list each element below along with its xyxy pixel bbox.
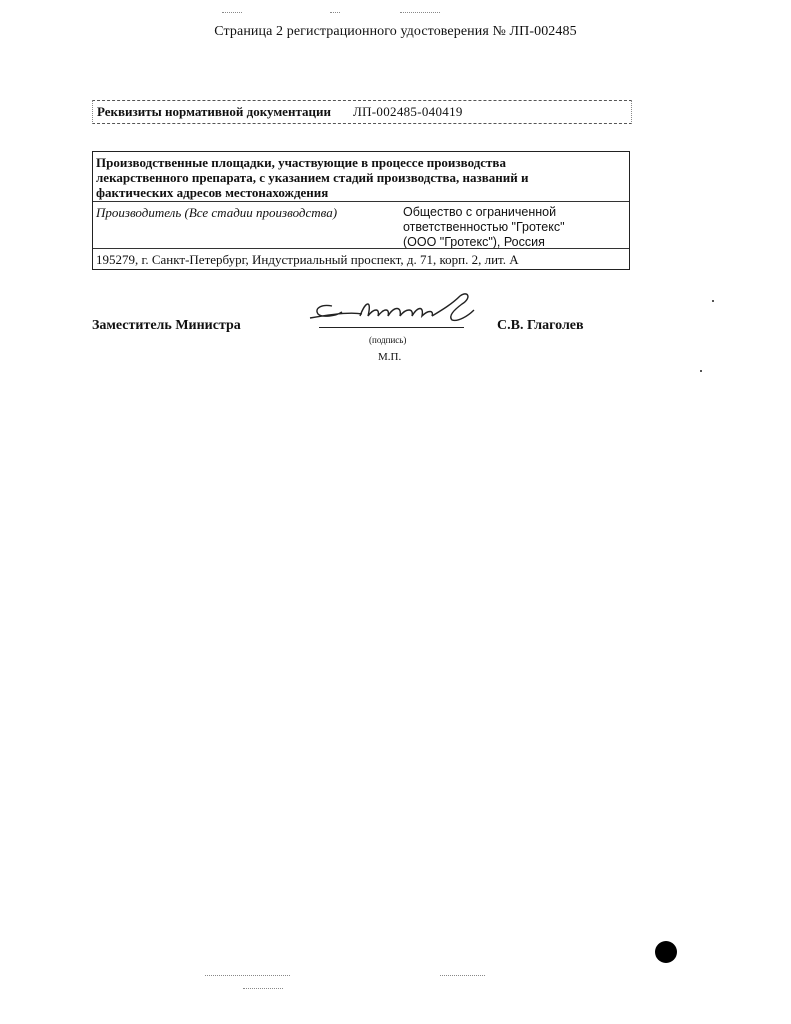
signature-line xyxy=(319,327,464,328)
requisites-box xyxy=(92,100,632,124)
producer-name-line: (ООО "Гротекс"), Россия xyxy=(403,235,545,249)
signatory-name: С.В. Глаголев xyxy=(497,318,584,333)
producer-name-line: ответственностью "Гротекс" xyxy=(403,220,565,234)
scan-artifact xyxy=(330,12,340,15)
scan-dot-mark xyxy=(655,941,677,963)
scan-artifact xyxy=(400,12,440,15)
scan-artifact xyxy=(440,975,485,978)
signature-caption: (подпись) xyxy=(369,335,407,345)
production-sites-table xyxy=(92,151,630,270)
requisites-number: ЛП-002485-040419 xyxy=(353,104,463,119)
producer-name xyxy=(403,205,623,250)
table-divider xyxy=(93,201,629,202)
scan-artifact xyxy=(205,975,290,978)
stamp-place: М.П. xyxy=(378,351,402,363)
requisites-label: Реквизиты нормативной документации xyxy=(97,104,331,119)
handwritten-signature xyxy=(302,290,492,330)
producer-name-line: Общество с ограниченной xyxy=(403,205,557,219)
production-sites-heading: Производственные площадки, участвующие в процессе производства лекарственного препарата, с указанием стадий производства, названий и фактических адресов местонахождения xyxy=(96,155,529,200)
table-divider xyxy=(93,248,629,249)
signature-block xyxy=(92,290,612,370)
scan-artifact xyxy=(712,300,714,302)
scan-artifact xyxy=(243,988,283,991)
signatory-position: Заместитель Министра xyxy=(92,318,241,333)
production-address: 195279, г. Санкт-Петербург, Индустриальный проспект, д. 71, корп. 2, лит. А xyxy=(96,252,519,267)
scan-artifact xyxy=(700,370,702,372)
producer-role: Производитель (Все стадии производства) xyxy=(96,205,338,220)
page-header-title: Страница 2 регистрационного удостоверения № ЛП-002485 xyxy=(214,24,577,39)
scan-artifact xyxy=(222,12,242,15)
